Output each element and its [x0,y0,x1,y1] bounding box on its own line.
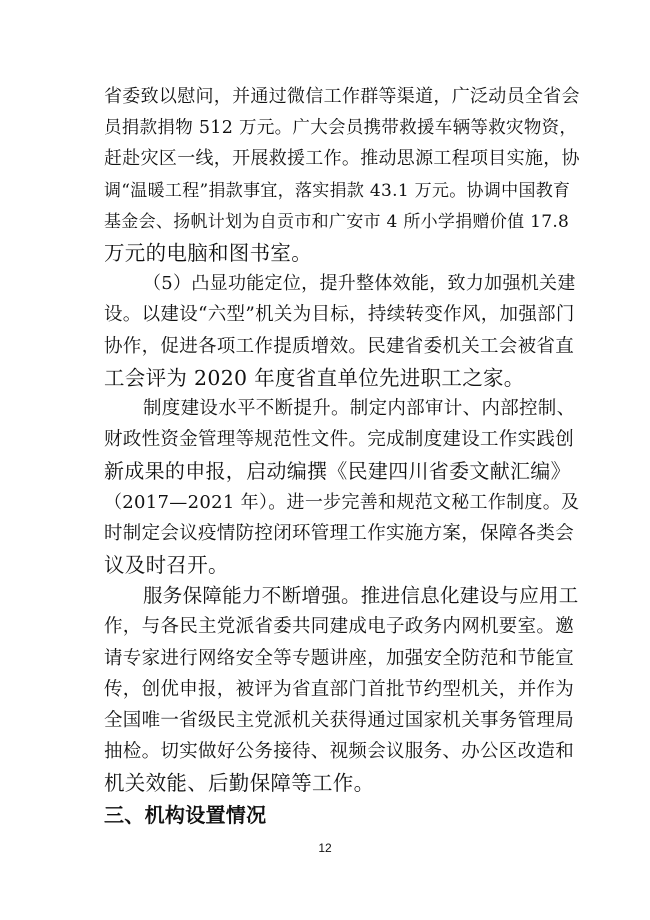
text-line: 万元的电脑和图书室。 [104,241,312,265]
text-line: 协作，促进各项工作提质增效。民建省委机关工会被省直 [104,335,575,357]
text-line: 调“温暖工程”捐款事宜，落实捐款 43.1 万元。协调中国教育 [104,180,571,201]
text-line: 省委致以慰问，并通过微信工作群等渠道，广泛动员全省会 [104,86,580,107]
text-line: 员捐款捐物 512 万元。广大会员携带救援车辆等救灾物资， [104,118,578,139]
text-line: 时制定会议疫情防控闭环管理工作实施方案，保障各类会 [104,522,575,544]
text-line: （2017—2021 年）。进一步完善和规范文秘工作制度。及 [104,491,580,513]
section-heading: 三、机构设置情况 [104,802,267,827]
text-line: 抽检。切实做好公务接待、视频会议服务、办公区改造和 [104,741,575,763]
page-number: 12 [318,840,332,855]
text-line: 设。以建设“六型”机关为目标，持续转变作风，加强部门 [104,304,575,326]
text-line: 机关效能、后勤保障等工作。 [104,771,375,796]
text-line: 新成果的申报，启动编撰《民建四川省委文献汇编》 [104,459,571,484]
paragraph-start-line: 服务保障能力不断增强。推进信息化建设与应用工 [143,584,579,608]
text-line: 议及时召开。 [104,553,229,577]
text-line: 基金会、扬帆计划为自贡市和广安市 4 所小学捐赠价值 17.8 [104,211,570,232]
text-line: 请专家进行网络安全等专题讲座，加强安全防范和节能宣 [104,647,575,669]
text-line: 赶赴灾区一线，开展救援工作。推动思源工程项目实施，协 [104,148,580,170]
paragraph-start-line: （5）凸显功能定位，提升整体效能，致力加强机关建 [143,273,576,295]
text-line: 工会评为 2020 年度省直单位先进职工之家。 [104,365,525,390]
text-line: 财政性资金管理等规范性文件。完成制度建设工作实践创 [104,429,575,451]
text-line: 全国唯一省级民主党派机关获得通过国家机关事务管理局 [104,710,575,731]
text-line: 作，与各民主党派省委共同建成电子政务内网机要室。邀 [104,616,575,638]
paragraph-start-line: 制度建设水平不断提升。制定内部审计、内部控制、 [143,398,576,419]
text-line: 传，创优申报，被评为省直部门首批节约型机关，并作为 [104,678,575,700]
